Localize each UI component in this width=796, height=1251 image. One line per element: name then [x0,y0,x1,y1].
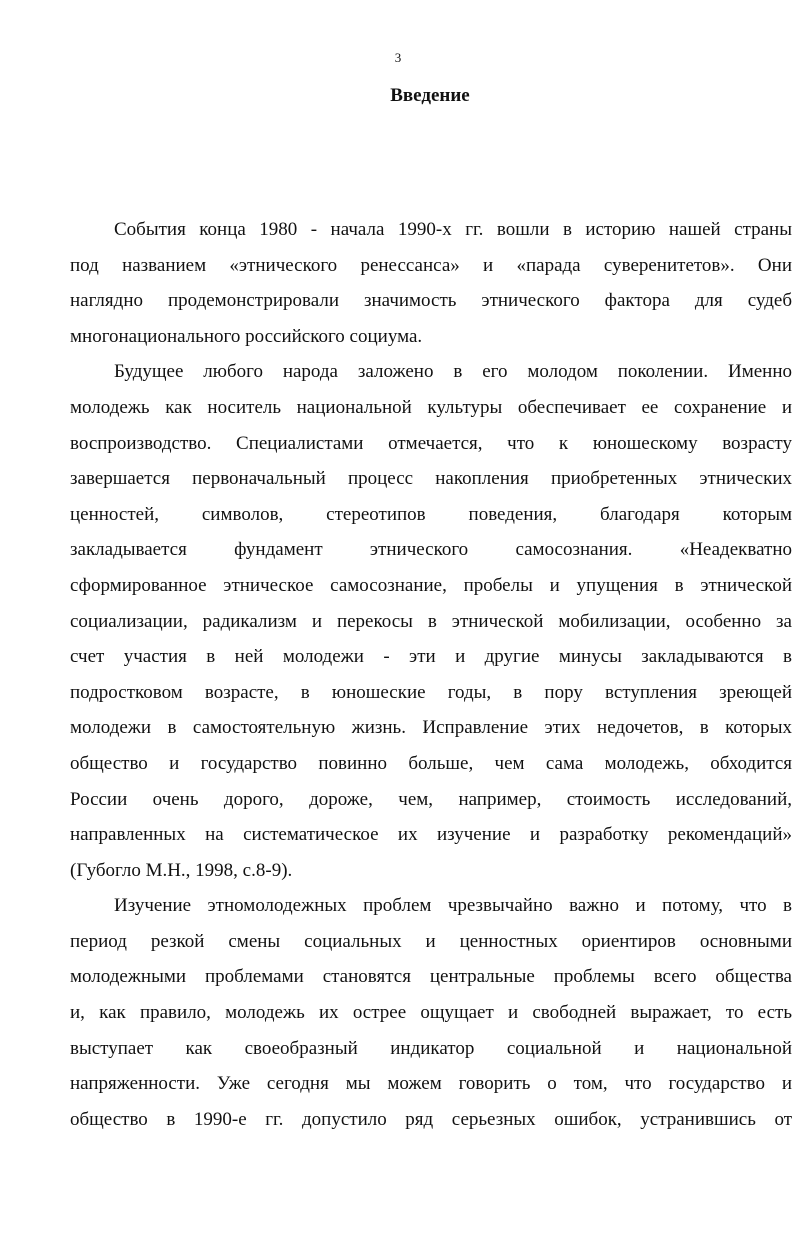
text-line: молодежь как носитель национальной культуры обеспечивает ее сохранение и [70,396,792,418]
text-line: многонационального российского социума. [70,325,423,347]
text-line: выступает как своеобразный индикатор социальной и национальной [70,1037,792,1059]
text-line: под названием «этнического ренессанса» и «парада суверенитетов». Они [70,254,792,276]
text-line: Будущее любого народа заложено в его молодом поколении. Именно [114,361,792,383]
page-title: Введение [390,85,470,106]
paragraph-3 [70,888,792,1137]
text-line: ценностей, символов, стереотипов поведения, благодаря которым [70,503,792,525]
text-line: (Губогло М.Н., 1998, с.8-9). [70,859,293,881]
text-line: напряженности. Уже сегодня мы можем говорить о том, что государство и [70,1073,792,1095]
text-line: социализации, радикализм и перекосы в этнической мобилизации, особенно за [70,610,792,632]
text-line: закладывается фундамент этнического самосознания. «Неадекватно [70,539,792,561]
text-line: События конца 1980 - начала 1990-х гг. вошли в историю нашей страны [114,219,792,240]
text-line: сформированное этническое самосознание, пробелы и упущения в этнической [70,574,792,596]
body-text [70,212,792,1137]
text-line: направленных на систематическое их изучение и разработку рекомендаций» [70,824,792,846]
text-line: завершается первоначальный процесс накопления приобретенных этнических [70,468,792,490]
paragraph-2 [70,354,792,888]
text-line: подростковом возрасте, в юношеские годы, в пору вступления зреющей [70,681,792,703]
text-line: и, как правило, молодежь их острее ощущает и свободней выражает, то есть [70,1002,792,1024]
text-line: Изучение этномолодежных проблем чрезвычайно важно и потому, что в [114,895,792,917]
text-line: общество в 1990-е гг. допустило ряд серьезных ошибок, устранившись от [70,1108,792,1130]
text-line: период резкой смены социальных и ценностных ориентиров основными [70,930,792,952]
text-line: России очень дорого, дороже, чем, например, стоимость исследований, [70,788,792,810]
text-line: наглядно продемонстрировали значимость этнического фактора для судеб [70,290,792,312]
page-number: 3 [394,50,402,65]
text-line: воспроизводство. Специалистами отмечается, что к юношескому возрасту [70,432,792,454]
paragraph-1 [70,212,792,354]
text-line: счет участия в ней молодежи - эти и другие минусы закладываются в [70,646,792,668]
text-line: молодежи в самостоятельную жизнь. Исправление этих недочетов, в которых [70,717,792,739]
text-line: общество и государство повинно больше, чем сама молодежь, обходится [70,752,792,774]
text-line: молодежными проблемами становятся центральные проблемы всего общества [70,966,792,988]
